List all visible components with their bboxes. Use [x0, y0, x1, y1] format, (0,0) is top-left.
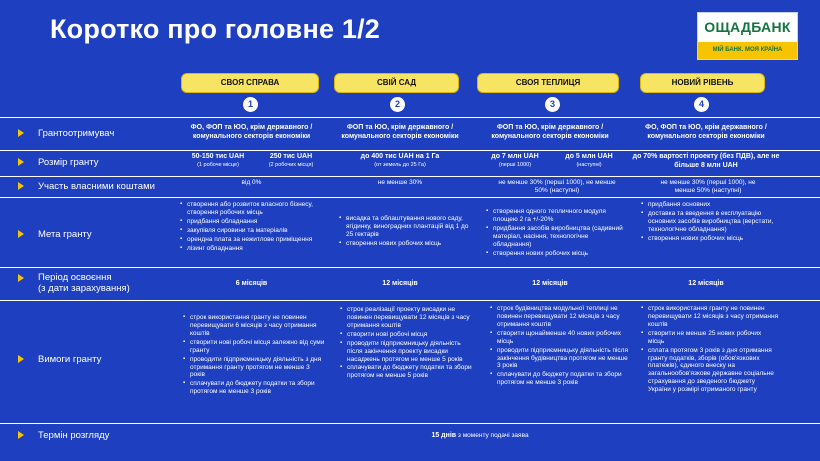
size-cell-2 [335, 153, 465, 168]
grantee-cell-4: ФО, ФОП та ЮО, крім державного / комунального секторів економіки [645, 124, 767, 140]
program-number-3: 3 [545, 97, 560, 112]
program-number-4: 4 [694, 97, 709, 112]
goal-list-2 [339, 215, 469, 249]
row-marker-icon [18, 230, 24, 238]
row-divider [0, 117, 820, 118]
tab-program-2[interactable]: СВІЙ САД [334, 73, 459, 93]
tab-program-1[interactable]: СВОЯ СПРАВА [181, 73, 319, 93]
goal-item: ▪ висадка та облаштування нового саду, ягідинку, виноградних плантацій від 1 до 25 гектарів [339, 215, 469, 239]
size-note-3b: (наступні) [576, 161, 602, 168]
req-list-3 [490, 305, 628, 388]
goal-item: ▪ лізинг обладнання [180, 245, 323, 253]
own-cell-4: не менше 30% (перші 1000), не менше 50% (наступні) [660, 179, 756, 194]
req-item: ▪ строк використання гранту не повинен перевищувати 12 місяців з часу отримання коштів [641, 305, 779, 329]
row-marker-icon [18, 158, 24, 166]
req-item: ▪ створити нові робочі місця [340, 331, 473, 339]
own-cell-3: не менше 30% (перші 1000), не менше 50% (наступні) [498, 179, 616, 194]
row-divider [0, 267, 820, 268]
goal-item: ▪ створення одного тепличного модуля площею 2 га +/-20% [486, 208, 626, 224]
review-rest: з моменту подачі заява [457, 432, 529, 439]
size-cell-4: до 70% вартості проекту (без ПДВ), але не більше 8 млн UAH [632, 153, 780, 169]
row-divider [0, 300, 820, 301]
bank-logo [697, 12, 798, 60]
size-note-2: (от земель до 25 Га) [374, 161, 426, 168]
logo-name: ОЩАДБАНК [704, 19, 791, 35]
page-title: Коротко про головне 1/2 [50, 14, 381, 44]
program-number-2: 2 [390, 97, 405, 112]
goal-item: ▪ створення нових робочих місць [486, 250, 626, 258]
req-item: ▪ створити щонайменше 40 нових робочих місць [490, 330, 628, 346]
goal-item: ▪ орендна плата за нежитлове приміщення [180, 236, 323, 244]
tab-program-3[interactable]: СВОЯ ТЕПЛИЦЯ [477, 73, 619, 93]
req-item: ▪ проводити підприємницьку діяльність з дня отримання гранту протягом не менше 3 років [183, 356, 326, 380]
goal-item: ▪ створення нових робочих місць [641, 235, 779, 243]
row-label-requirements: Вимоги гранту [38, 354, 102, 365]
goal-list-4 [641, 201, 779, 244]
size-value-1a: 50-150 тис UAH [191, 153, 245, 160]
req-item: ▪ строк будівництва модульної теплиці не повинен перевищувати 12 місяців з часу отримання коштів [490, 305, 628, 329]
logo-tagline: МІЙ БАНК. МОЯ КРАЇНА [698, 42, 797, 59]
req-item: ▪ створити не менше 25 нових робочих місць [641, 330, 779, 346]
own-cell-1: від 0% [241, 179, 262, 186]
goal-item: ▪ доставка та введення в експлуатацію основних засобів виробництва (верстати, технологічне обладнання) [641, 210, 779, 234]
row-divider [0, 150, 820, 151]
row-label-grantee: Грантоотримувач [38, 128, 115, 139]
size-value-1b: 250 тис UAH [269, 153, 313, 160]
goal-item: ▪ створення нових робочих місць [339, 240, 469, 248]
req-list-4 [641, 305, 779, 395]
req-item: ▪ створити нові робочі місця залежно від суми гранту [183, 339, 326, 355]
tab-program-4[interactable]: НОВИЙ РІВЕНЬ [640, 73, 765, 93]
size-note-1a: (1 робоче місце) [197, 161, 239, 168]
row-label-grant-size: Розмір гранту [38, 157, 99, 168]
row-label-own-funds: Участь власними коштами [38, 181, 155, 192]
size-value-3a: до 7 млн UAH [491, 153, 539, 160]
period-label-note: (з дати зарахування) [38, 283, 130, 295]
period-cell-4: 12 місяців [688, 280, 724, 287]
row-marker-icon [18, 129, 24, 137]
req-item: ▪ сплата протягом 3 років з дня отримання гранту податків, зборів (обов'язкових платежів), єдиного внеску на загальнообов'язкове державне соціальне страхування до зведеного бюджету України у розмірі отриманого гранту [641, 347, 779, 395]
grantee-cell-1: ФО, ФОП та ЮО, крім державного / комунального секторів економіки [190, 124, 313, 140]
row-divider [0, 423, 820, 424]
row-marker-icon [18, 182, 24, 190]
size-value-2: до 400 тис UAH на 1 Га [360, 153, 440, 160]
size-cell-1b [256, 153, 326, 168]
own-cell-2: не менше 30% [377, 179, 423, 186]
req-list-2 [340, 306, 473, 381]
goal-item: ▪ створення або розвиток власного бізнесу, створення робочих місць [180, 201, 323, 217]
program-number-1: 1 [243, 97, 258, 112]
goal-item: ▪ придбання основних [641, 201, 779, 209]
req-item: ▪ сплачувати до бюджету податки та збори протягом не менше 3 років [183, 380, 326, 396]
size-note-3a: (перші 1000) [498, 161, 532, 168]
req-item: ▪ проводити підприємницьку діяльність після закінчення будівництва протягом не менше 3 років [490, 347, 628, 371]
row-marker-icon [18, 355, 24, 363]
row-label-review-term: Термін розгляду [38, 430, 110, 441]
goal-list-3 [486, 208, 626, 259]
row-marker-icon [18, 274, 24, 282]
review-cell [330, 432, 630, 441]
period-cell-3: 12 місяців [532, 280, 568, 287]
row-divider [0, 176, 820, 177]
goal-item: ▪ придбання обладнання [180, 218, 323, 226]
size-note-1b: (2 робочих місця) [268, 161, 314, 168]
goal-item: ▪ закупівля сировини та матеріалів [180, 227, 323, 235]
size-cell-3a [480, 153, 550, 168]
period-cell-1: 6 місяців [235, 280, 268, 287]
row-divider [0, 197, 820, 198]
req-item: ▪ проводити підприємницьку діяльність після закінчення проекту висадки насаджень протягом не менше 5 років [340, 340, 473, 364]
grantee-cell-2: ФОП та ЮО, крім державного / комунального секторів економіки [341, 124, 459, 140]
row-marker-icon [18, 431, 24, 439]
period-label-main: Період освоєння [38, 272, 112, 283]
req-item: ▪ строк реалізації проекту висадки не повинен перевищувати 12 місяців з часу отримання коштів [340, 306, 473, 330]
size-cell-1a [183, 153, 253, 168]
req-item: ▪ сплачувати до бюджету податки та збори протягом не менше 3 років [490, 371, 628, 387]
size-cell-3b [553, 153, 625, 168]
req-list-1 [183, 314, 326, 397]
row-label-period [38, 272, 130, 295]
req-item: ▪ сплачувати до бюджету податки та збори протягом не менше 5 років [340, 364, 473, 380]
review-days: 15 днів [431, 432, 457, 439]
row-label-grant-goal: Мета гранту [38, 229, 92, 240]
size-value-3b: до 5 млн UAH [565, 153, 613, 160]
goal-item: ▪ придбання засобів виробництва (садивний матеріал, насіння, технологічне обладнання) [486, 225, 626, 249]
grantee-cell-3: ФОП та ЮО, крім державного / комунального секторів економіки [491, 124, 609, 140]
goal-list-1 [180, 201, 323, 254]
period-cell-2: 12 місяців [382, 280, 418, 287]
req-item: ▪ строк використання гранту не повинен перевищувати 6 місяців з часу отримання коштів [183, 314, 326, 338]
